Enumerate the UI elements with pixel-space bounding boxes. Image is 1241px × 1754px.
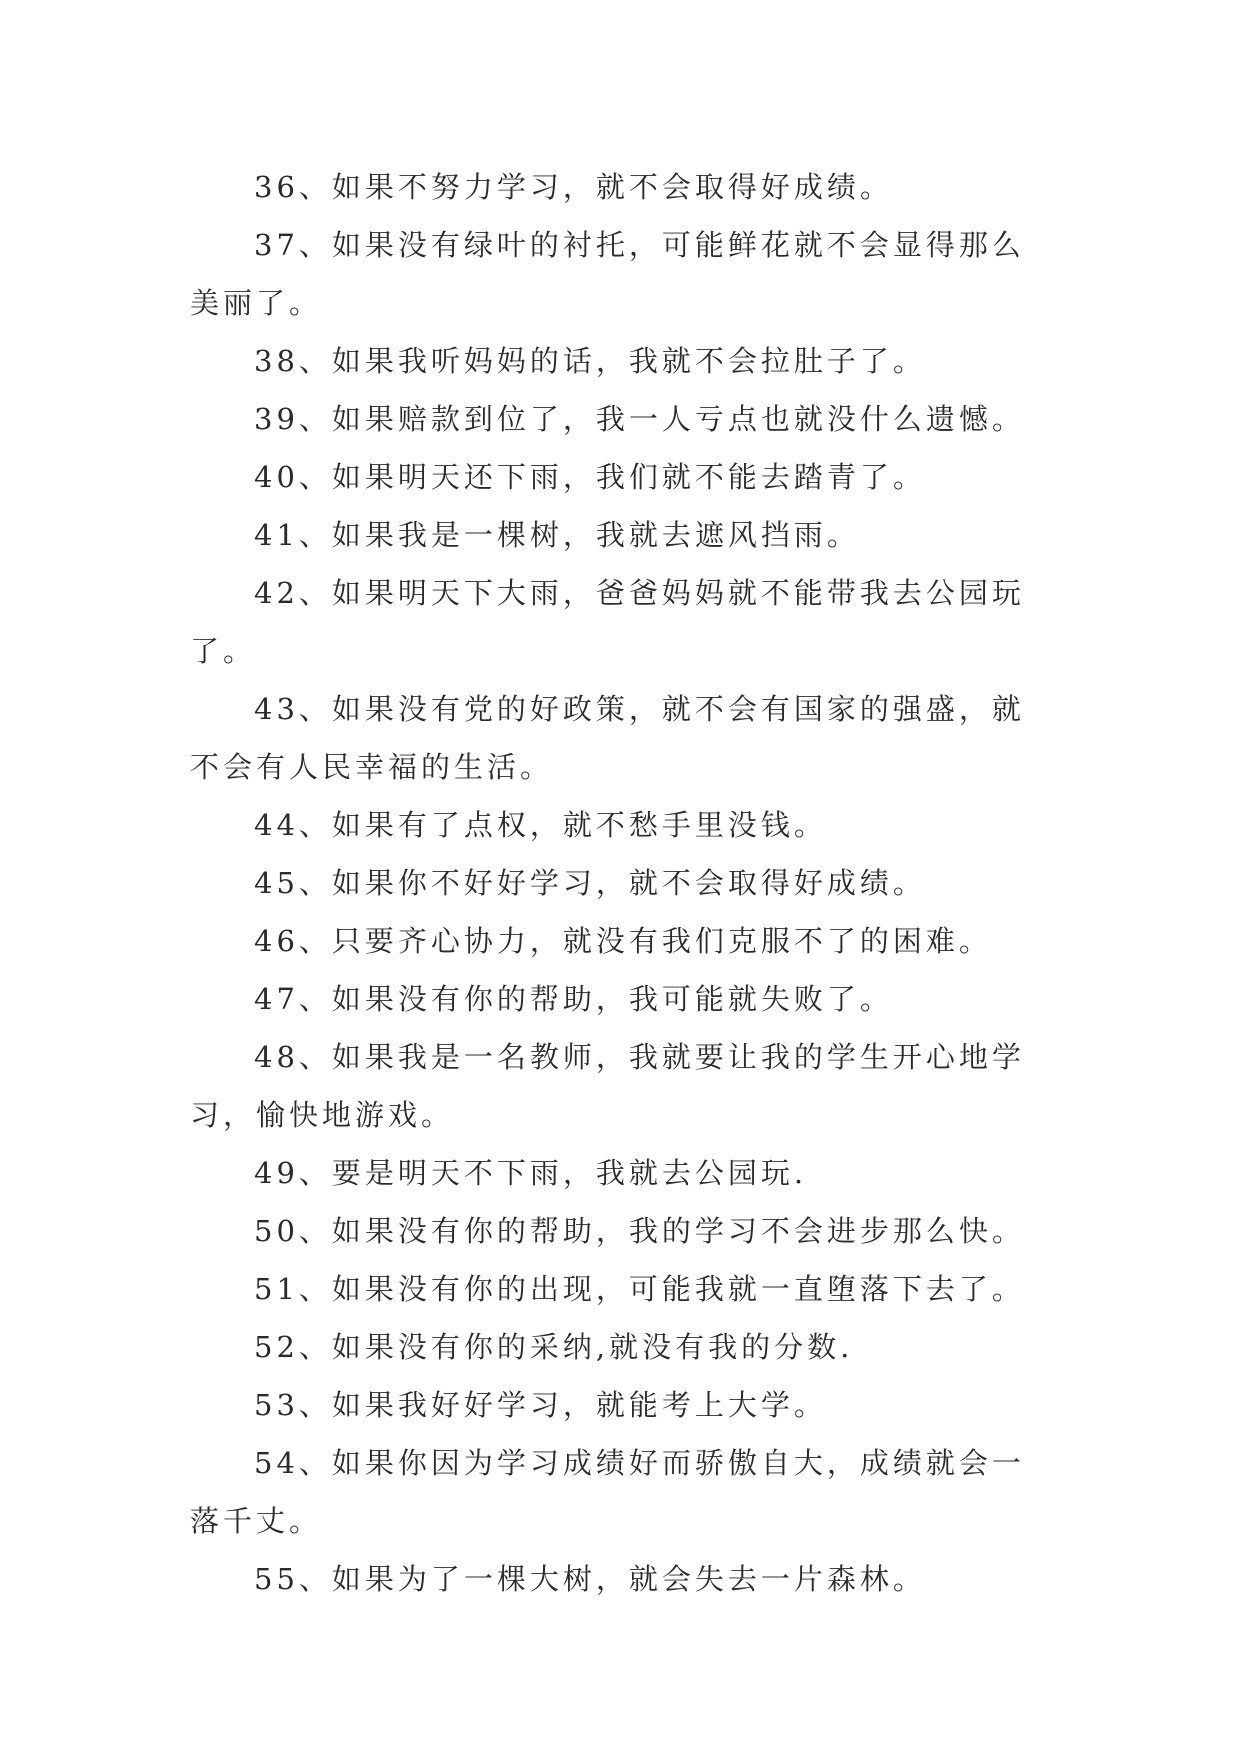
paragraph: 46、只要齐心协力，就没有我们克服不了的困难。: [254, 924, 992, 958]
paragraph: 52、如果没有你的采纳,就没有我的分数.: [254, 1330, 854, 1364]
paragraph: 36、如果不努力学习，就不会取得好成绩。: [254, 170, 893, 204]
paragraph: 48、如果我是一名教师，我就要让我的学生开心地学习，愉快地游戏。: [190, 1040, 1025, 1132]
paragraph: 40、如果明天还下雨，我们就不能去踏青了。: [254, 460, 926, 494]
paragraph: 47、如果没有你的帮助，我可能就失败了。: [254, 982, 893, 1016]
paragraph: 39、如果赔款到位了，我一人亏点也就没什么遗憾。: [254, 402, 1025, 436]
paragraph: 37、如果没有绿叶的衬托，可能鲜花就不会显得那么美丽了。: [190, 228, 1025, 320]
paragraph: 49、要是明天不下雨，我就去公园玩.: [254, 1156, 808, 1190]
paragraph: 54、如果你因为学习成绩好而骄傲自大，成绩就会一落千丈。: [190, 1446, 1025, 1538]
paragraph: 50、如果没有你的帮助，我的学习不会进步那么快。: [254, 1214, 1025, 1248]
paragraph: 44、如果有了点权，就不愁手里没钱。: [254, 808, 827, 842]
paragraph: 42、如果明天下大雨，爸爸妈妈就不能带我去公园玩了。: [190, 576, 1025, 668]
paragraph: 41、如果我是一棵树，我就去遮风挡雨。: [254, 518, 860, 552]
paragraph: 51、如果没有你的出现，可能我就一直堕落下去了。: [254, 1272, 1025, 1306]
paragraph: 38、如果我听妈妈的话，我就不会拉肚子了。: [254, 344, 926, 378]
paragraph: 45、如果你不好好学习，就不会取得好成绩。: [254, 866, 926, 900]
document-body: [190, 158, 1050, 1608]
paragraph: 43、如果没有党的好政策，就不会有国家的强盛，就不会有人民幸福的生活。: [190, 692, 1025, 784]
paragraph: 53、如果我好好学习，就能考上大学。: [254, 1388, 827, 1422]
paragraph: 55、如果为了一棵大树，就会失去一片森林。: [254, 1562, 926, 1596]
